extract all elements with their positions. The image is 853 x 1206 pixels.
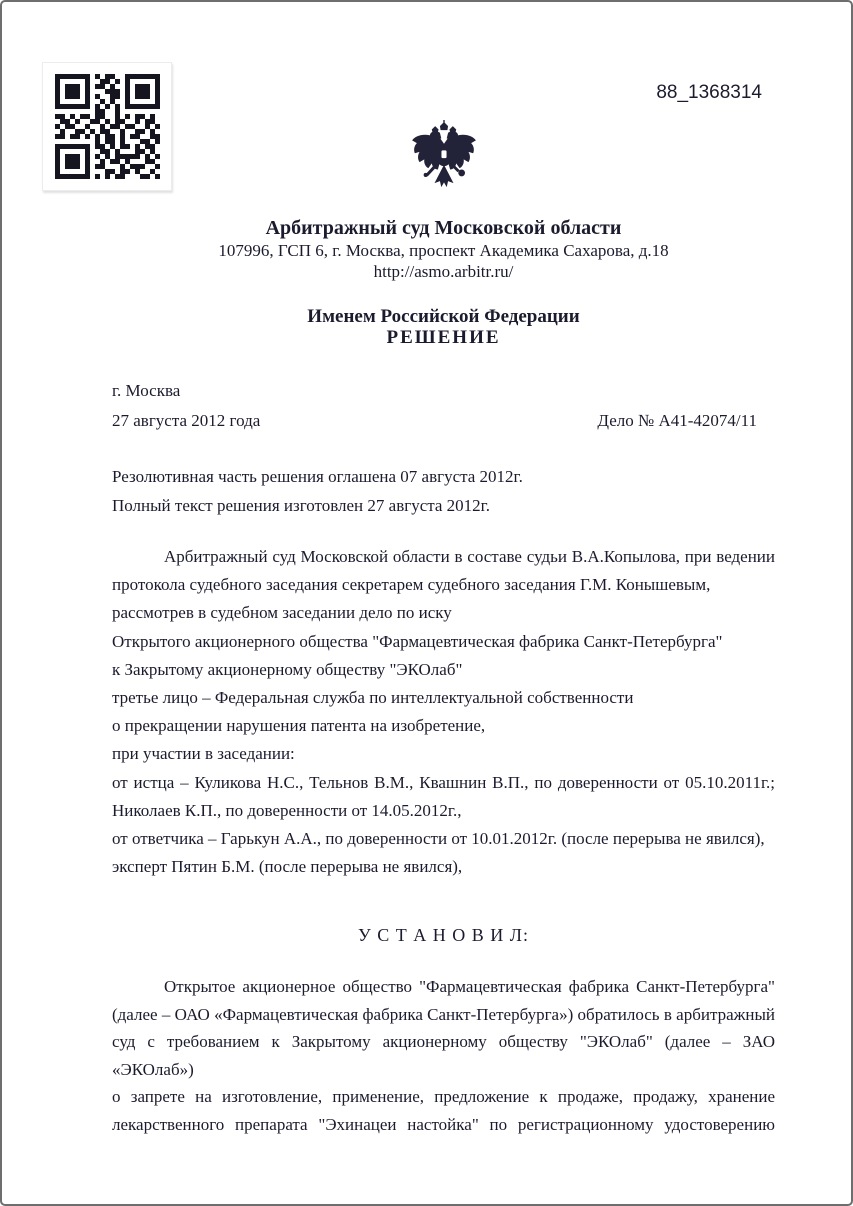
text-line: о прекращении нарушения патента на изобретение, [112, 716, 486, 736]
document-number: 88_1368314 [656, 82, 762, 103]
case-number: Дело № А41-42074/11 [597, 411, 757, 430]
text-line: третье лицо – Федеральная служба по интеллектуальной собственности [112, 688, 634, 708]
established-section [112, 973, 775, 1138]
text-line: о запрете на изготовление, применение, предложение к продаже, продажу, хранение [112, 1087, 775, 1107]
text-line: от ответчика – Гарькун А.А., по доверенности от 10.01.2012г. (после перерыва не явился), [112, 829, 765, 849]
court-name: Арбитражный суд Московской области [265, 217, 622, 239]
intro-section [112, 543, 775, 881]
court-address: 107996, ГСП 6, г. Москва, проспект Академика Сахарова, д.18 [218, 241, 669, 260]
text-line: рассмотрев в судебном заседании дело по иску [112, 603, 452, 623]
resolutive-note: Резолютивная часть решения оглашена 07 августа 2012г. [112, 467, 523, 486]
place-line: г. Москва [112, 381, 181, 400]
text-line: Арбитражный суд Московской области в составе судьи В.А.Копылова, при ведении [164, 547, 775, 566]
text-line: при участии в заседании: [112, 744, 295, 764]
text-line: суд с требованием к Закрытому акционерному обществу "ЭКОлаб" (далее – ЗАО «ЭКОлаб») [112, 1032, 775, 1079]
text-line: от истца – Куликова Н.С., Тельнов В.М., Квашнин В.П., по доверенности от 05.10.2011г.; [112, 772, 775, 792]
decision-date: 27 августа 2012 года [112, 411, 261, 430]
notes-section [112, 462, 775, 520]
text-line: эксперт Пятин Б.М. (после перерыва не явился), [112, 857, 463, 877]
coat-of-arms-eagle-icon [112, 120, 775, 197]
text-line: к Закрытому акционерному обществу "ЭКОлаб" [112, 659, 463, 679]
text-line: Николаев К.П., по доверенности от 14.05.2012г., [112, 800, 462, 820]
text-line: лекарственного препарата "Эхинацеи настойка" по регистрационному удостоверению [112, 1114, 775, 1134]
established-heading: У С Т А Н О В И Л: [358, 925, 529, 946]
text-line: (далее – ОАО «Фармацевтическая фабрика Санкт-Петербурга») обратилось в арбитражный [112, 1004, 775, 1024]
decision-title: РЕШЕНИЕ [386, 327, 501, 348]
text-line: Открытого акционерного общества "Фармацевтическая фабрика Санкт-Петербурга" [112, 631, 723, 651]
court-website: http://asmo.arbitr.ru/ [373, 262, 514, 281]
decision-preamble: Именем Российской Федерации [307, 306, 580, 327]
document-content [112, 2, 775, 1138]
text-line: протокола судебного заседания секретарем судебного заседания Г.М. Конышевым, [112, 575, 711, 595]
date-case-row [112, 410, 775, 432]
decision-heading [112, 306, 775, 348]
fulltext-note: Полный текст решения изготовлен 27 августа 2012г. [112, 496, 490, 515]
text-line: Открытое акционерное общество "Фармацевтическая фабрика Санкт-Петербурга" [164, 977, 775, 997]
